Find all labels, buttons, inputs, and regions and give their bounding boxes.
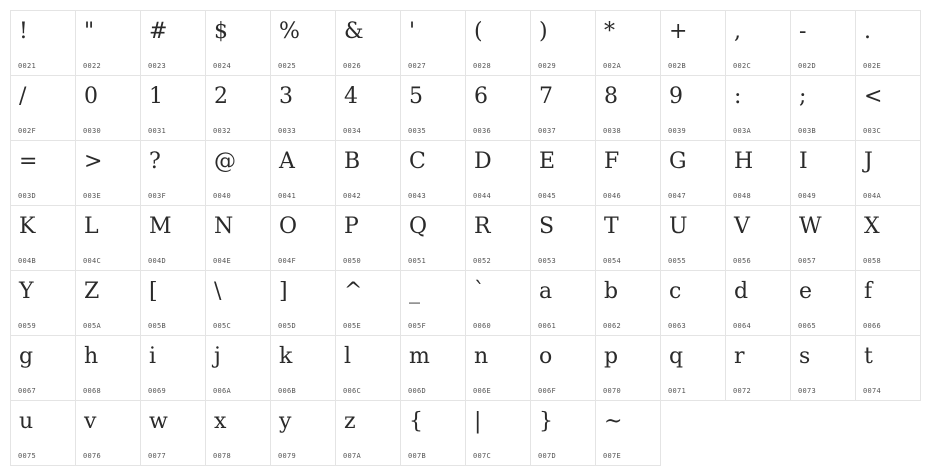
glyph-codepoint: 0057 [798,257,817,265]
glyph-codepoint: 0047 [668,192,687,200]
glyph-codepoint: 0038 [603,127,622,135]
glyph-char: h [84,344,99,369]
glyph-codepoint: 006B [278,387,297,395]
glyph-cell[interactable] [400,205,466,271]
glyph-char: v [84,409,97,434]
glyph-codepoint: 002C [733,62,752,70]
glyph-char: 1 [149,84,163,109]
glyph-codepoint: 0060 [473,322,492,330]
glyph-cell[interactable] [465,75,531,141]
glyph-cell[interactable] [270,205,336,271]
glyph-codepoint: 0059 [18,322,37,330]
glyph-codepoint: 0053 [538,257,557,265]
glyph-char: . [864,19,871,44]
glyph-char: l [344,344,352,369]
glyph-char: 2 [214,84,228,109]
glyph-cell[interactable] [725,10,791,76]
glyph-char: ; [799,84,807,109]
glyph-cell[interactable] [270,75,336,141]
glyph-char: > [84,149,103,174]
glyph-codepoint: 003E [83,192,102,200]
glyph-codepoint: 0064 [733,322,752,330]
glyph-codepoint: 003B [798,127,817,135]
glyph-cell[interactable] [270,400,336,466]
glyph-codepoint: 0061 [538,322,557,330]
glyph-char: b [604,279,619,304]
glyph-char: x [214,409,227,434]
glyph-char: _ [409,279,420,304]
glyph-codepoint: 0072 [733,387,752,395]
glyph-codepoint: 004C [83,257,102,265]
glyph-char: ~ [604,409,623,434]
glyph-cell[interactable] [75,205,141,271]
glyph-char: 6 [474,84,488,109]
glyph-codepoint: 0070 [603,387,622,395]
glyph-cell[interactable] [530,10,596,76]
glyph-cell[interactable] [75,400,141,466]
glyph-char: ] [279,279,288,304]
glyph-char: z [344,409,356,434]
glyph-codepoint: 0078 [213,452,232,460]
glyph-cell[interactable] [660,10,726,76]
glyph-char: i [149,344,157,369]
glyph-char: s [799,344,811,369]
glyph-char: { [409,409,423,434]
glyph-cell[interactable] [140,335,206,401]
glyph-cell[interactable] [270,335,336,401]
glyph-char: m [409,344,430,369]
glyph-char: t [864,344,873,369]
glyph-codepoint: 0051 [408,257,427,265]
glyph-char: ' [409,19,416,44]
glyph-codepoint: 004B [18,257,37,265]
glyph-char: I [799,149,808,174]
glyph-codepoint: 0065 [798,322,817,330]
glyph-cell[interactable] [465,270,531,336]
glyph-codepoint: 0054 [603,257,622,265]
glyph-char: K [19,214,36,239]
glyph-codepoint: 004D [148,257,167,265]
glyph-cell[interactable] [660,270,726,336]
glyph-cell[interactable] [400,270,466,336]
glyph-grid [10,10,920,465]
glyph-codepoint: 004E [213,257,232,265]
glyph-codepoint: 0069 [148,387,167,395]
glyph-codepoint: 0073 [798,387,817,395]
glyph-cell[interactable] [335,400,401,466]
glyph-char: ) [539,19,548,44]
glyph-cell[interactable] [790,75,856,141]
glyph-cell[interactable] [205,270,271,336]
glyph-codepoint: 0052 [473,257,492,265]
glyph-codepoint: 0024 [213,62,232,70]
glyph-cell[interactable] [10,400,76,466]
glyph-codepoint: 0040 [213,192,232,200]
glyph-char: # [149,19,168,44]
glyph-codepoint: 005B [148,322,167,330]
glyph-cell[interactable] [595,205,661,271]
glyph-codepoint: 003D [18,192,37,200]
glyph-cell[interactable] [530,205,596,271]
glyph-char: d [734,279,749,304]
glyph-codepoint: 0046 [603,192,622,200]
glyph-char: % [279,19,300,44]
glyph-codepoint: 003A [733,127,752,135]
glyph-codepoint: 0036 [473,127,492,135]
glyph-cell[interactable] [75,270,141,336]
glyph-codepoint: 0042 [343,192,362,200]
glyph-char: c [669,279,682,304]
glyph-cell[interactable] [400,75,466,141]
glyph-cell[interactable] [530,335,596,401]
glyph-char: C [409,149,426,174]
glyph-char: a [539,279,553,304]
glyph-char: B [344,149,361,174]
glyph-codepoint: 0032 [213,127,232,135]
glyph-char: y [279,409,292,434]
glyph-cell[interactable] [530,140,596,206]
glyph-cell[interactable] [335,75,401,141]
glyph-codepoint: 0030 [83,127,102,135]
glyph-cell[interactable] [855,75,921,141]
glyph-char: - [799,19,807,44]
glyph-char: 8 [604,84,618,109]
glyph-codepoint: 0071 [668,387,687,395]
glyph-cell[interactable] [465,335,531,401]
glyph-cell[interactable] [790,205,856,271]
glyph-codepoint: 0034 [343,127,362,135]
glyph-cell[interactable] [10,335,76,401]
glyph-codepoint: 0033 [278,127,297,135]
glyph-codepoint: 0027 [408,62,427,70]
glyph-cell[interactable] [205,75,271,141]
glyph-codepoint: 007D [538,452,557,460]
glyph-codepoint: 0035 [408,127,427,135]
glyph-cell[interactable] [660,75,726,141]
glyph-codepoint: 006C [343,387,362,395]
glyph-cell[interactable] [140,75,206,141]
glyph-char: ? [149,149,161,174]
glyph-codepoint: 0075 [18,452,37,460]
glyph-cell[interactable] [205,400,271,466]
glyph-char: 7 [539,84,553,109]
glyph-cell[interactable] [855,335,921,401]
glyph-codepoint: 0039 [668,127,687,135]
glyph-cell[interactable] [725,140,791,206]
glyph-cell[interactable] [530,400,596,466]
glyph-codepoint: 002F [18,127,37,135]
glyph-char: R [474,214,491,239]
glyph-cell[interactable] [790,335,856,401]
glyph-char: o [539,344,553,369]
glyph-cell[interactable] [335,10,401,76]
glyph-char: \ [214,279,222,304]
glyph-char: U [669,214,688,239]
glyph-cell[interactable] [660,205,726,271]
glyph-char: 5 [409,84,423,109]
glyph-char: H [734,149,754,174]
glyph-char: O [279,214,298,239]
glyph-cell[interactable] [75,140,141,206]
glyph-char: N [214,214,234,239]
glyph-cell[interactable] [660,335,726,401]
glyph-cell[interactable] [660,140,726,206]
glyph-cell[interactable] [595,335,661,401]
glyph-cell[interactable] [140,10,206,76]
glyph-codepoint: 0076 [83,452,102,460]
glyph-codepoint: 003F [148,192,167,200]
glyph-char: L [84,214,99,239]
glyph-cell[interactable] [595,400,661,466]
glyph-char: P [344,214,359,239]
glyph-codepoint: 004A [863,192,882,200]
glyph-codepoint: 0022 [83,62,102,70]
glyph-cell[interactable] [10,10,76,76]
glyph-cell[interactable] [10,140,76,206]
glyph-char: n [474,344,489,369]
glyph-cell[interactable] [400,140,466,206]
glyph-char: f [864,279,873,304]
glyph-char: F [604,149,620,174]
glyph-char: ! [19,19,28,44]
glyph-char: Y [19,279,34,304]
glyph-char: " [84,19,95,44]
glyph-char: w [149,409,168,434]
glyph-char: @ [214,149,236,174]
glyph-codepoint: 0062 [603,322,622,330]
glyph-codepoint: 0043 [408,192,427,200]
glyph-cell[interactable] [855,140,921,206]
glyph-codepoint: 0029 [538,62,557,70]
glyph-codepoint: 007E [603,452,622,460]
glyph-char: } [539,409,553,434]
glyph-cell[interactable] [400,400,466,466]
glyph-cell[interactable] [270,10,336,76]
glyph-codepoint: 002B [668,62,687,70]
glyph-cell[interactable] [400,335,466,401]
glyph-codepoint: 007B [408,452,427,460]
glyph-char: E [539,149,556,174]
glyph-char: ^ [344,279,363,304]
glyph-codepoint: 006E [473,387,492,395]
glyph-codepoint: 0056 [733,257,752,265]
glyph-codepoint: 002D [798,62,817,70]
glyph-cell[interactable] [855,205,921,271]
glyph-cell[interactable] [855,270,921,336]
glyph-char: u [19,409,34,434]
glyph-codepoint: 0068 [83,387,102,395]
glyph-cell[interactable] [10,75,76,141]
glyph-char: + [669,19,688,44]
glyph-codepoint: 005A [83,322,102,330]
glyph-codepoint: 0063 [668,322,687,330]
glyph-codepoint: 0044 [473,192,492,200]
glyph-cell[interactable] [530,270,596,336]
glyph-cell[interactable] [530,75,596,141]
glyph-char: & [344,19,364,44]
glyph-char: p [604,344,619,369]
glyph-cell[interactable] [595,140,661,206]
glyph-codepoint: 0048 [733,192,752,200]
glyph-cell[interactable] [75,335,141,401]
glyph-char: ( [474,19,483,44]
glyph-cell[interactable] [790,270,856,336]
glyph-cell[interactable] [75,10,141,76]
glyph-char: D [474,149,492,174]
glyph-char: A [279,149,295,174]
glyph-cell[interactable] [335,270,401,336]
glyph-codepoint: 007A [343,452,362,460]
glyph-char: W [799,214,822,239]
glyph-cell[interactable] [270,140,336,206]
glyph-char: j [214,344,221,369]
glyph-codepoint: 006F [538,387,557,395]
glyph-codepoint: 003C [863,127,882,135]
glyph-char: J [864,149,873,174]
glyph-cell[interactable] [205,140,271,206]
glyph-codepoint: 0066 [863,322,882,330]
glyph-codepoint: 005F [408,322,427,330]
glyph-char: q [669,344,684,369]
glyph-codepoint: 007C [473,452,492,460]
glyph-codepoint: 0077 [148,452,167,460]
glyph-cell[interactable] [465,140,531,206]
glyph-char: Z [84,279,100,304]
glyph-codepoint: 006A [213,387,232,395]
glyph-cell[interactable] [10,270,76,336]
glyph-cell[interactable] [140,140,206,206]
glyph-char: [ [149,279,158,304]
glyph-codepoint: 0021 [18,62,37,70]
glyph-cell[interactable] [595,75,661,141]
glyph-codepoint: 004F [278,257,297,265]
glyph-codepoint: 002A [603,62,622,70]
glyph-cell[interactable] [205,335,271,401]
glyph-cell[interactable] [205,10,271,76]
glyph-codepoint: 0041 [278,192,297,200]
glyph-char: : [734,84,742,109]
glyph-codepoint: 0031 [148,127,167,135]
glyph-cell[interactable] [10,205,76,271]
glyph-char: V [734,214,750,239]
glyph-codepoint: 0067 [18,387,37,395]
glyph-char: r [734,344,745,369]
glyph-cell[interactable] [335,205,401,271]
glyph-codepoint: 0049 [798,192,817,200]
glyph-cell[interactable] [790,140,856,206]
glyph-char: 4 [344,84,358,109]
glyph-char: M [149,214,172,239]
glyph-cell[interactable] [465,10,531,76]
glyph-char: ` [474,279,485,304]
glyph-cell[interactable] [465,400,531,466]
glyph-char: T [604,214,619,239]
glyph-codepoint: 0058 [863,257,882,265]
glyph-char: , [734,19,741,44]
glyph-cell[interactable] [335,335,401,401]
glyph-char: * [604,19,615,44]
glyph-codepoint: 0037 [538,127,557,135]
glyph-cell[interactable] [140,205,206,271]
glyph-cell[interactable] [205,205,271,271]
glyph-char: 0 [84,84,98,109]
glyph-cell[interactable] [595,10,661,76]
glyph-char: 9 [669,84,683,109]
glyph-char: / [19,84,27,109]
glyph-codepoint: 0055 [668,257,687,265]
glyph-cell[interactable] [855,10,921,76]
glyph-cell[interactable] [725,205,791,271]
glyph-char: k [279,344,293,369]
glyph-char: e [799,279,813,304]
glyph-codepoint: 0045 [538,192,557,200]
glyph-char: G [669,149,687,174]
glyph-cell[interactable] [140,270,206,336]
glyph-cell[interactable] [725,75,791,141]
glyph-codepoint: 006D [408,387,427,395]
glyph-char: Q [409,214,428,239]
glyph-codepoint: 0023 [148,62,167,70]
glyph-codepoint: 0026 [343,62,362,70]
glyph-cell[interactable] [140,400,206,466]
glyph-cell[interactable] [725,270,791,336]
glyph-cell[interactable] [400,10,466,76]
glyph-cell[interactable] [465,205,531,271]
glyph-char: $ [214,19,228,44]
glyph-codepoint: 0074 [863,387,882,395]
glyph-cell[interactable] [335,140,401,206]
glyph-char: | [474,409,482,434]
glyph-char: S [539,214,555,239]
glyph-char: = [19,149,38,174]
glyph-codepoint: 0028 [473,62,492,70]
glyph-cell[interactable] [270,270,336,336]
glyph-cell[interactable] [75,75,141,141]
glyph-char: g [19,344,34,369]
glyph-char: < [864,84,883,109]
glyph-codepoint: 005E [343,322,362,330]
glyph-cell[interactable] [725,335,791,401]
glyph-codepoint: 0025 [278,62,297,70]
glyph-codepoint: 0050 [343,257,362,265]
glyph-cell[interactable] [790,10,856,76]
glyph-cell[interactable] [595,270,661,336]
glyph-codepoint: 0079 [278,452,297,460]
glyph-codepoint: 005C [213,322,232,330]
glyph-char: 3 [279,84,293,109]
glyph-codepoint: 005D [278,322,297,330]
glyph-char: X [864,214,880,239]
glyph-codepoint: 002E [863,62,882,70]
